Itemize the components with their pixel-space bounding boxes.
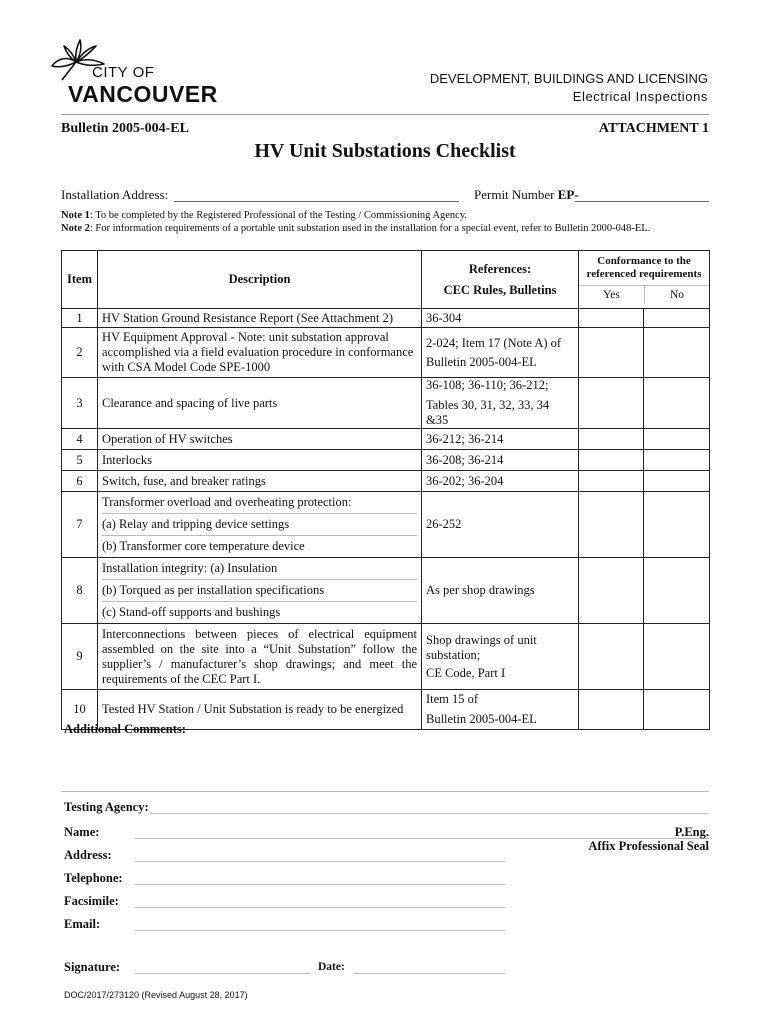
row-item: 9: [62, 624, 98, 690]
ref-line: Bulletin 2005-004-EL: [426, 712, 537, 726]
yes-cell[interactable]: [579, 558, 644, 624]
ref-line: 36-108; 36-110; 36-212;: [426, 378, 549, 392]
yes-cell[interactable]: [579, 492, 644, 558]
signature-field[interactable]: [135, 973, 310, 974]
ref-line: Shop drawings of unit substation;: [426, 632, 537, 662]
row-description: Interconnections between pieces of electrical equipment assembled on the site into a “Unit Substation” follow the supplier’s / manufacturer’s shop drawings; and meet the requirements of the CEC Part I.: [98, 624, 422, 690]
department-name: DEVELOPMENT, BUILDINGS AND LICENSING: [429, 71, 708, 86]
note-1-label: Note 1: [61, 210, 90, 221]
ref-line: Item 15 of: [426, 692, 479, 706]
no-cell[interactable]: [644, 378, 710, 429]
no-cell[interactable]: [644, 471, 710, 492]
table-row: [62, 558, 710, 624]
no-cell[interactable]: [644, 558, 710, 624]
desc-line: (b) Torqued as per installation specifications: [102, 579, 417, 601]
note-2-label: Note 2: [61, 223, 90, 234]
row-reference: 36-212; 36-214: [422, 429, 579, 450]
header-references: [422, 251, 579, 309]
table-row: [62, 492, 710, 558]
name-label: Name:: [64, 825, 100, 839]
address-label: Address:: [64, 848, 112, 862]
row-description: Operation of HV switches: [98, 429, 422, 450]
date-label: Date:: [318, 961, 345, 973]
ref-line: Bulletin 2005-004-EL: [426, 354, 537, 369]
testing-agency-field[interactable]: [150, 813, 709, 814]
row-item: 6: [62, 471, 98, 492]
facsimile-label: Facsimile:: [64, 894, 119, 908]
page-title: HV Unit Substations Checklist: [254, 140, 516, 162]
row-item: 3: [62, 378, 98, 429]
row-item: 2: [62, 328, 98, 378]
row-item: 5: [62, 450, 98, 471]
table-row: [62, 450, 710, 471]
installation-address-field[interactable]: [174, 201, 459, 202]
note-2: [61, 223, 650, 234]
comments-line[interactable]: [61, 791, 709, 792]
signature-label: Signature:: [64, 960, 121, 974]
no-cell[interactable]: [644, 450, 710, 471]
telephone-field[interactable]: [135, 884, 505, 885]
note-2-text: : For information requirements of a portable unit substation used in the installation for a special event, refer to Bulletin 2000-048-EL.: [89, 223, 651, 234]
row-description: Interlocks: [98, 450, 422, 471]
row-description: Clearance and spacing of live parts: [98, 378, 422, 429]
table-row: [62, 624, 710, 690]
permit-number-label: [474, 187, 579, 203]
date-field[interactable]: [354, 973, 505, 974]
row-reference: [422, 624, 579, 690]
bulletin-number: Bulletin 2005-004-EL: [61, 121, 189, 136]
ref-line: Tables 30, 31, 32, 33, 34 &35: [426, 398, 550, 427]
yes-cell[interactable]: [579, 471, 644, 492]
yes-cell[interactable]: [579, 690, 644, 730]
note-1-text: : To be completed by the Registered Professional of the Testing / Commissioning Agency.: [89, 210, 468, 221]
logo-vancouver: VANCOUVER: [68, 81, 218, 107]
telephone-label: Telephone:: [64, 871, 123, 885]
row-description: HV Station Ground Resistance Report (See Attachment 2): [98, 309, 422, 328]
no-cell[interactable]: [644, 309, 710, 328]
seal-label: Affix Professional Seal: [588, 839, 709, 853]
checklist-table: [61, 250, 710, 730]
desc-line: Installation integrity: (a) Insulation: [102, 561, 278, 575]
row-item: 10: [62, 690, 98, 730]
note-1: [61, 210, 467, 221]
no-cell[interactable]: [644, 690, 710, 730]
permit-prefix: EP-: [557, 187, 579, 202]
row-reference: 36-304: [422, 309, 579, 328]
city-logo: [46, 36, 226, 108]
no-cell[interactable]: [644, 328, 710, 378]
header-item: Item: [62, 251, 98, 309]
desc-line: (b) Transformer core temperature device: [102, 535, 417, 557]
header-references-line2: CEC Rules, Bulletins: [443, 282, 557, 297]
row-reference: [422, 378, 579, 429]
row-description: Tested HV Station / Unit Substation is ready to be energized: [98, 690, 422, 730]
header-conformance: [579, 251, 710, 309]
attachment-label: ATTACHMENT 1: [598, 121, 709, 136]
row-description: HV Equipment Approval - Note: unit substation approval accomplished via a field evaluation procedure in conformance with CSA Model Code SPE-1000: [98, 328, 422, 378]
table-row: [62, 309, 710, 328]
header-no: No: [669, 289, 685, 301]
yes-cell[interactable]: [579, 328, 644, 378]
header-conformance-line2: referenced requirements: [586, 268, 702, 280]
email-field[interactable]: [135, 930, 505, 931]
permit-label-text: Permit Number: [474, 187, 555, 202]
table-row: [62, 378, 710, 429]
desc-line: Transformer overload and overheating protection:: [102, 495, 352, 509]
yes-cell[interactable]: [579, 450, 644, 471]
row-reference: [422, 690, 579, 730]
table-row: [62, 328, 710, 378]
row-reference: [422, 328, 579, 378]
permit-number-field[interactable]: [575, 201, 709, 202]
yes-cell[interactable]: [579, 624, 644, 690]
header-divider: [61, 114, 709, 115]
logo-city-of: CITY OF: [92, 64, 155, 81]
row-item: 1: [62, 309, 98, 328]
row-description: [98, 492, 422, 558]
installation-address-label: Installation Address:: [61, 187, 169, 202]
ref-line: 2-024; Item 17 (Note A) of: [426, 335, 562, 350]
row-reference: 36-208; 36-214: [422, 450, 579, 471]
header-references-line1: References:: [468, 261, 532, 276]
facsimile-field[interactable]: [135, 907, 505, 908]
peng-label: P.Eng.: [674, 825, 709, 839]
row-item: 8: [62, 558, 98, 624]
additional-comments-label: Additional Comments:: [64, 722, 186, 736]
row-item: 7: [62, 492, 98, 558]
row-description: [98, 558, 422, 624]
table-row: [62, 471, 710, 492]
desc-line: (c) Stand-off supports and bushings: [102, 601, 417, 623]
yes-cell[interactable]: [579, 429, 644, 450]
yes-cell[interactable]: [579, 378, 644, 429]
testing-agency-label: Testing Agency:: [64, 800, 149, 814]
no-cell[interactable]: [644, 624, 710, 690]
row-reference: 26-252: [422, 492, 579, 558]
desc-line: (a) Relay and tripping device settings: [102, 513, 417, 535]
header-conformance-line1: Conformance to the: [597, 255, 691, 267]
row-reference: As per shop drawings: [422, 558, 579, 624]
row-description: Switch, fuse, and breaker ratings: [98, 471, 422, 492]
no-cell[interactable]: [644, 429, 710, 450]
email-label: Email:: [64, 917, 101, 931]
ref-line: CE Code, Part I: [426, 665, 506, 680]
document-reference: DOC/2017/273120 (Revised August 28, 2017): [64, 990, 248, 1000]
division-name: Electrical Inspections: [572, 89, 708, 104]
address-field[interactable]: [135, 861, 505, 862]
header-description: Description: [98, 251, 422, 309]
row-reference: 36-202; 36-204: [422, 471, 579, 492]
table-row: [62, 429, 710, 450]
yes-cell[interactable]: [579, 309, 644, 328]
header-yes: Yes: [579, 286, 645, 304]
no-cell[interactable]: [644, 492, 710, 558]
row-item: 4: [62, 429, 98, 450]
